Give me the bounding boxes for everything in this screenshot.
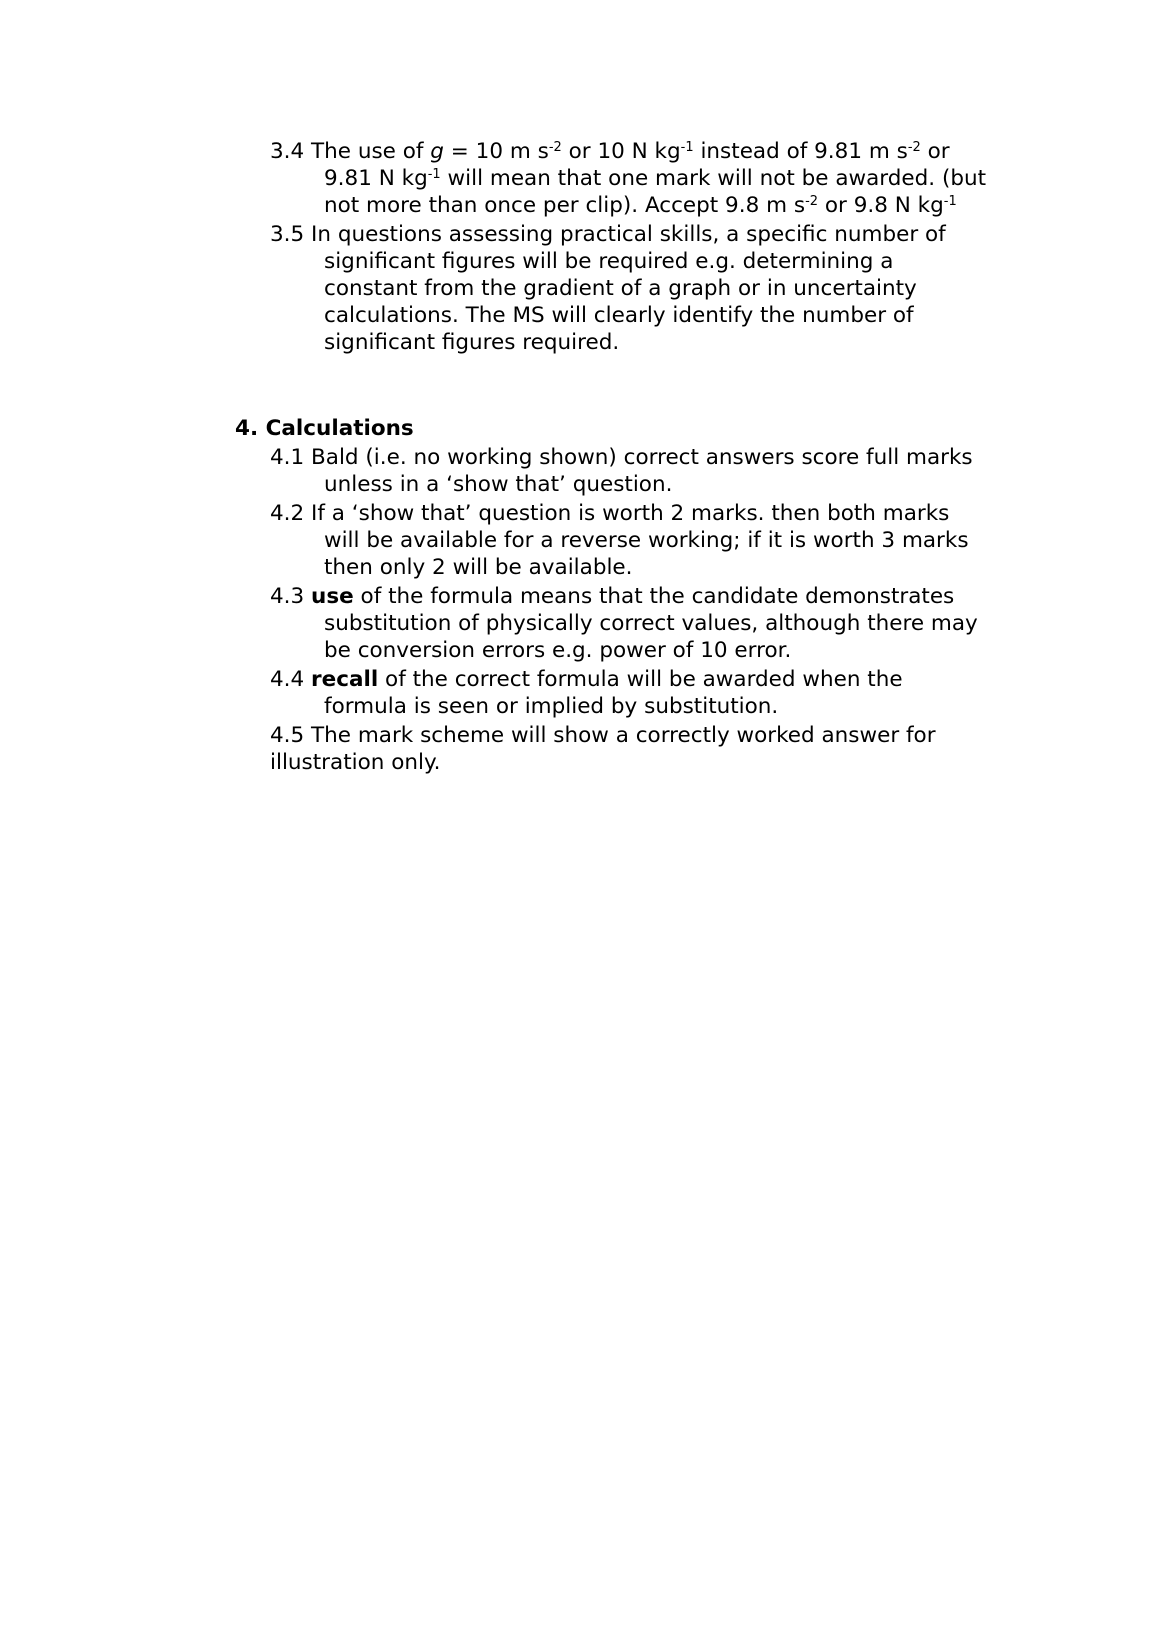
section-3-block	[270, 138, 990, 356]
item-3-4-text: will mean that one mark will not be awarded. (but not more than once per clip). Accept 9.8 m s	[324, 166, 987, 218]
section-4-heading: 4. Calculations	[235, 416, 414, 441]
superscript: -2	[548, 140, 562, 155]
item-4-3	[270, 583, 990, 664]
item-3-4-text: or 9.81 N kg	[324, 139, 950, 191]
superscript: -2	[805, 194, 819, 209]
item-4-2: 4.2 If a ‘show that’ question is worth 2 marks. then both marks will be available for a reverse working; if it is worth 3 marks then only 2 will be available.	[270, 501, 969, 580]
item-4-4	[270, 666, 990, 720]
item-3-4-text: 3.4 The use of	[270, 139, 431, 164]
item-4-5: 4.5 The mark scheme will show a correctly worked answer for illustration only.	[270, 723, 936, 775]
item-3-4-text: instead of 9.81 m s	[693, 139, 908, 164]
keyword-recall: recall	[311, 667, 379, 692]
superscript: -1	[943, 194, 957, 209]
superscript: -2	[907, 140, 921, 155]
keyword-use: use	[311, 584, 354, 609]
item-3-4	[270, 138, 990, 219]
superscript: -1	[680, 140, 694, 155]
item-4-4-text: of the correct formula will be awarded when the formula is seen or implied by substitution.	[324, 667, 903, 719]
item-4-1: 4.1 Bald (i.e. no working shown) correct answers score full marks unless in a ‘show that’ question.	[270, 445, 973, 497]
symbol-g: g	[430, 139, 444, 164]
section-4-block	[270, 444, 990, 776]
item-4-3-number: 4.3	[270, 584, 312, 609]
superscript: -1	[427, 167, 441, 182]
item-4-4-number: 4.4	[270, 667, 312, 692]
item-3-4-text: or 9.8 N kg	[818, 193, 944, 218]
item-4-3-text: of the formula means that the candidate demonstrates substitution of physically correct values, although there may be conversion errors e.g. power of 10 error.	[324, 584, 978, 663]
item-3-4-text: = 10 m s	[443, 139, 549, 164]
item-3-4-text: or 10 N kg	[561, 139, 681, 164]
item-3-5: 3.5 In questions assessing practical skills, a specific number of significant figures will be required e.g. determining a constant from the gradient of a graph or in uncertainty calculations. The MS will clearly identify the number of significant figures required.	[270, 222, 946, 355]
